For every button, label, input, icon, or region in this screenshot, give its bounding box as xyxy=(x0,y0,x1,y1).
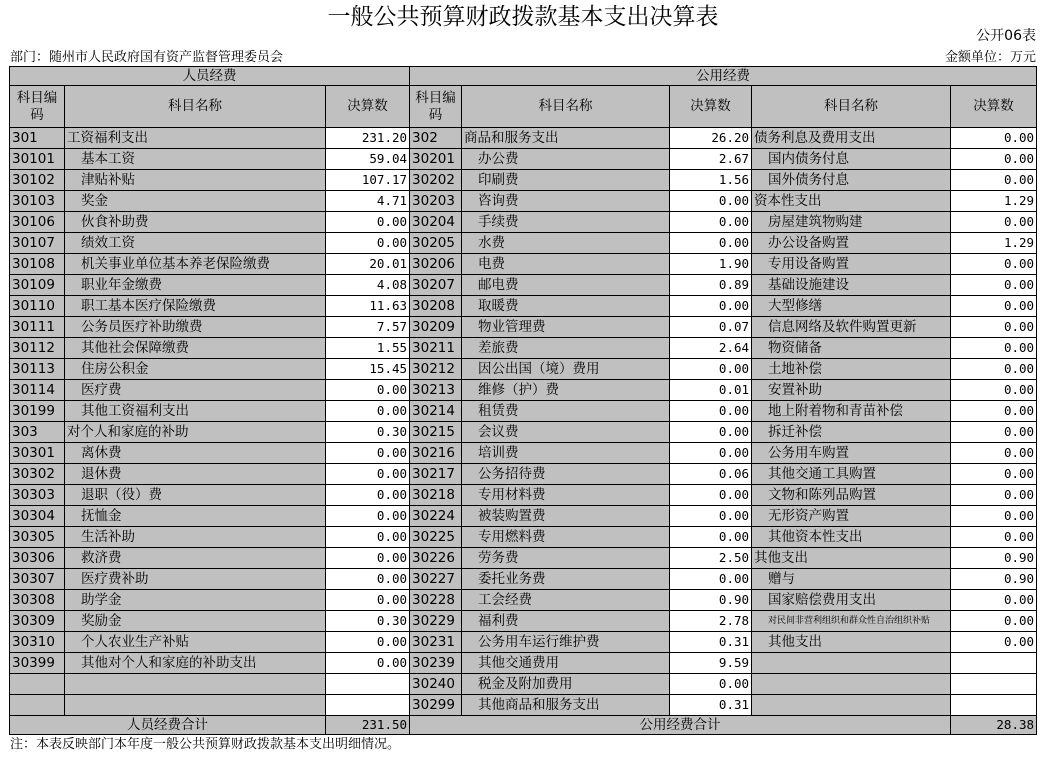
personnel-code-cell: 30102 xyxy=(10,170,65,191)
personnel-code-cell: 30302 xyxy=(10,464,65,485)
public-amount-cell: 0.00 xyxy=(670,506,752,527)
personnel-code-cell: 30107 xyxy=(10,233,65,254)
public-amount-cell: 1.90 xyxy=(670,254,752,275)
group-header-row xyxy=(10,67,1037,86)
personnel-code-cell xyxy=(10,695,65,716)
public-amount-cell: 0.90 xyxy=(670,590,752,611)
capital-name-cell: 债务利息及费用支出 xyxy=(752,128,951,149)
table-row xyxy=(10,548,1037,569)
capital-name-cell: 地上附着物和青苗补偿 xyxy=(752,401,951,422)
public-code-cell: 30203 xyxy=(410,191,462,212)
personnel-amount-cell: 0.00 xyxy=(326,443,410,464)
page-title: 一般公共预算财政拨款基本支出决算表 xyxy=(327,4,719,30)
public-code-cell: 30229 xyxy=(410,611,462,632)
capital-name-cell: 土地补偿 xyxy=(752,359,951,380)
personnel-amount-cell: 231.20 xyxy=(326,128,410,149)
public-amount-cell: 0.31 xyxy=(670,695,752,716)
public-name-cell: 培训费 xyxy=(462,443,670,464)
personnel-amount-cell: 0.00 xyxy=(326,653,410,674)
table-row xyxy=(10,275,1037,296)
personnel-code-cell: 30301 xyxy=(10,443,65,464)
public-name-cell: 维修（护）费 xyxy=(462,380,670,401)
personnel-name-cell: 助学金 xyxy=(65,590,326,611)
table-row xyxy=(10,443,1037,464)
personnel-name-cell: 个人农业生产补贴 xyxy=(65,632,326,653)
personnel-amount-cell: 0.00 xyxy=(326,632,410,653)
personnel-name-cell: 工资福利支出 xyxy=(65,128,326,149)
public-code-cell: 30227 xyxy=(410,569,462,590)
personnel-name-cell: 伙食补助费 xyxy=(65,212,326,233)
column-header-row xyxy=(10,86,1037,128)
table-row xyxy=(10,611,1037,632)
capital-name-cell: 文物和陈列品购置 xyxy=(752,485,951,506)
personnel-amount-cell: 0.00 xyxy=(326,548,410,569)
personnel-code-cell: 30111 xyxy=(10,317,65,338)
public-code-cell: 30214 xyxy=(410,401,462,422)
col-header-amount: 决算数 xyxy=(951,86,1037,128)
public-code-cell: 30205 xyxy=(410,233,462,254)
table-row xyxy=(10,296,1037,317)
capital-amount-cell: 0.00 xyxy=(951,527,1037,548)
capital-amount-cell xyxy=(951,674,1037,695)
personnel-amount-cell: 0.00 xyxy=(326,212,410,233)
public-amount-cell: 0.00 xyxy=(670,233,752,254)
personnel-code-cell: 30310 xyxy=(10,632,65,653)
table-row xyxy=(10,317,1037,338)
public-amount-cell: 0.00 xyxy=(670,569,752,590)
personnel-code-cell: 30303 xyxy=(10,485,65,506)
capital-name-cell: 信息网络及软件购置更新 xyxy=(752,317,951,338)
personnel-code-cell: 30110 xyxy=(10,296,65,317)
personnel-amount-cell xyxy=(326,695,410,716)
personnel-code-cell: 30305 xyxy=(10,527,65,548)
capital-name-cell xyxy=(752,674,951,695)
public-code-cell: 30208 xyxy=(410,296,462,317)
table-row xyxy=(10,170,1037,191)
capital-name-cell: 拆迁补偿 xyxy=(752,422,951,443)
public-name-cell: 税金及附加费用 xyxy=(462,674,670,695)
personnel-name-cell: 公务员医疗补助缴费 xyxy=(65,317,326,338)
public-code-cell: 30201 xyxy=(410,149,462,170)
public-name-cell: 其他交通费用 xyxy=(462,653,670,674)
public-amount-cell: 0.00 xyxy=(670,401,752,422)
capital-name-cell: 国外债务付息 xyxy=(752,170,951,191)
personnel-total-value: 231.50 xyxy=(326,716,410,735)
table-row xyxy=(10,464,1037,485)
personnel-name-cell: 退职（役）费 xyxy=(65,485,326,506)
capital-amount-cell: 0.00 xyxy=(951,275,1037,296)
public-name-cell: 其他商品和服务支出 xyxy=(462,695,670,716)
public-amount-cell: 0.00 xyxy=(670,359,752,380)
table-row xyxy=(10,401,1037,422)
personnel-total-label: 人员经费合计 xyxy=(10,716,326,735)
capital-name-cell xyxy=(752,653,951,674)
capital-name-cell: 赠与 xyxy=(752,569,951,590)
personnel-code-cell: 30199 xyxy=(10,401,65,422)
public-amount-cell: 0.00 xyxy=(670,191,752,212)
personnel-amount-cell: 0.00 xyxy=(326,506,410,527)
public-name-cell: 劳务费 xyxy=(462,548,670,569)
personnel-name-cell: 生活补助 xyxy=(65,527,326,548)
capital-amount-cell: 0.00 xyxy=(951,485,1037,506)
public-code-cell: 30240 xyxy=(410,674,462,695)
capital-name-cell: 安置补助 xyxy=(752,380,951,401)
public-name-cell: 租赁费 xyxy=(462,401,670,422)
capital-amount-cell: 0.00 xyxy=(951,443,1037,464)
col-header-name: 科目名称 xyxy=(752,86,951,128)
table-row xyxy=(10,506,1037,527)
public-code-cell: 30206 xyxy=(410,254,462,275)
capital-amount-cell: 0.00 xyxy=(951,632,1037,653)
group-header-public: 公用经费 xyxy=(410,67,1037,86)
public-total-value: 28.38 xyxy=(951,716,1037,735)
capital-name-cell: 房屋建筑物购建 xyxy=(752,212,951,233)
personnel-name-cell xyxy=(65,695,326,716)
personnel-amount-cell: 20.01 xyxy=(326,254,410,275)
public-code-cell: 302 xyxy=(410,128,462,149)
capital-name-cell: 其他支出 xyxy=(752,548,951,569)
capital-amount-cell: 0.00 xyxy=(951,170,1037,191)
capital-name-cell: 其他支出 xyxy=(752,632,951,653)
public-name-cell: 公务用车运行维护费 xyxy=(462,632,670,653)
col-header-amount: 决算数 xyxy=(670,86,752,128)
personnel-name-cell: 离休费 xyxy=(65,443,326,464)
personnel-amount-cell: 0.00 xyxy=(326,401,410,422)
public-amount-cell: 0.01 xyxy=(670,380,752,401)
col-header-name: 科目名称 xyxy=(462,86,670,128)
public-amount-cell: 0.07 xyxy=(670,317,752,338)
public-code-cell: 30231 xyxy=(410,632,462,653)
personnel-amount-cell: 0.00 xyxy=(326,233,410,254)
capital-amount-cell xyxy=(951,653,1037,674)
capital-amount-cell: 0.90 xyxy=(951,548,1037,569)
public-name-cell: 公务招待费 xyxy=(462,464,670,485)
personnel-name-cell: 其他社会保障缴费 xyxy=(65,338,326,359)
capital-name-cell xyxy=(752,695,951,716)
personnel-code-cell: 30306 xyxy=(10,548,65,569)
personnel-name-cell: 住房公积金 xyxy=(65,359,326,380)
public-code-cell: 30202 xyxy=(410,170,462,191)
public-amount-cell: 2.78 xyxy=(670,611,752,632)
table-row xyxy=(10,485,1037,506)
public-amount-cell: 0.06 xyxy=(670,464,752,485)
capital-name-cell: 国内债务付息 xyxy=(752,149,951,170)
public-code-cell: 30224 xyxy=(410,506,462,527)
personnel-code-cell: 30308 xyxy=(10,590,65,611)
personnel-code-cell: 30307 xyxy=(10,569,65,590)
personnel-code-cell: 30309 xyxy=(10,611,65,632)
personnel-amount-cell: 4.08 xyxy=(326,275,410,296)
capital-name-cell: 对民间非营利组织和群众性自治组织补贴 xyxy=(752,611,951,632)
public-name-cell: 差旅费 xyxy=(462,338,670,359)
capital-name-cell: 公务用车购置 xyxy=(752,443,951,464)
personnel-amount-cell: 0.30 xyxy=(326,611,410,632)
public-name-cell: 邮电费 xyxy=(462,275,670,296)
personnel-amount-cell xyxy=(326,674,410,695)
public-amount-cell: 2.67 xyxy=(670,149,752,170)
public-amount-cell: 26.20 xyxy=(670,128,752,149)
capital-amount-cell: 0.00 xyxy=(951,506,1037,527)
public-name-cell: 会议费 xyxy=(462,422,670,443)
capital-amount-cell xyxy=(951,695,1037,716)
capital-amount-cell: 0.00 xyxy=(951,590,1037,611)
public-amount-cell: 0.00 xyxy=(670,527,752,548)
personnel-name-cell xyxy=(65,674,326,695)
personnel-amount-cell: 0.00 xyxy=(326,380,410,401)
table-row xyxy=(10,695,1037,716)
personnel-amount-cell: 1.55 xyxy=(326,338,410,359)
public-name-cell: 工会经费 xyxy=(462,590,670,611)
public-name-cell: 福利费 xyxy=(462,611,670,632)
table-row xyxy=(10,653,1037,674)
capital-name-cell: 基础设施建设 xyxy=(752,275,951,296)
personnel-code-cell: 30101 xyxy=(10,149,65,170)
personnel-name-cell: 奖励金 xyxy=(65,611,326,632)
table-row xyxy=(10,128,1037,149)
table-row xyxy=(10,527,1037,548)
table-row xyxy=(10,191,1037,212)
public-code-cell: 30215 xyxy=(410,422,462,443)
public-amount-cell: 0.00 xyxy=(670,443,752,464)
public-amount-cell: 1.56 xyxy=(670,170,752,191)
capital-amount-cell: 1.29 xyxy=(951,191,1037,212)
public-name-cell: 物业管理费 xyxy=(462,317,670,338)
public-code-cell: 30212 xyxy=(410,359,462,380)
personnel-code-cell: 30109 xyxy=(10,275,65,296)
capital-amount-cell: 0.00 xyxy=(951,128,1037,149)
public-name-cell: 取暖费 xyxy=(462,296,670,317)
personnel-name-cell: 基本工资 xyxy=(65,149,326,170)
capital-amount-cell: 0.00 xyxy=(951,611,1037,632)
public-amount-cell: 9.59 xyxy=(670,653,752,674)
capital-amount-cell: 0.00 xyxy=(951,149,1037,170)
capital-amount-cell: 0.00 xyxy=(951,464,1037,485)
col-header-code: 科目编码 xyxy=(10,86,65,128)
public-amount-cell: 0.00 xyxy=(670,422,752,443)
personnel-code-cell: 30108 xyxy=(10,254,65,275)
personnel-amount-cell: 59.04 xyxy=(326,149,410,170)
personnel-code-cell: 30106 xyxy=(10,212,65,233)
personnel-name-cell: 其他工资福利支出 xyxy=(65,401,326,422)
public-name-cell: 印刷费 xyxy=(462,170,670,191)
form-number: 公开06表 xyxy=(976,28,1036,44)
public-name-cell: 电费 xyxy=(462,254,670,275)
table-row xyxy=(10,338,1037,359)
personnel-amount-cell: 4.71 xyxy=(326,191,410,212)
public-code-cell: 30218 xyxy=(410,485,462,506)
footnote: 注：本表反映部门本年度一般公共预算财政拨款基本支出明细情况。 xyxy=(10,737,401,752)
public-code-cell: 30299 xyxy=(410,695,462,716)
table-row xyxy=(10,212,1037,233)
table-row xyxy=(10,422,1037,443)
table-row xyxy=(10,674,1037,695)
capital-amount-cell: 0.00 xyxy=(951,422,1037,443)
public-code-cell: 30209 xyxy=(410,317,462,338)
personnel-name-cell: 奖金 xyxy=(65,191,326,212)
personnel-code-cell: 303 xyxy=(10,422,65,443)
group-header-personnel: 人员经费 xyxy=(10,67,410,86)
personnel-name-cell: 对个人和家庭的补助 xyxy=(65,422,326,443)
personnel-amount-cell: 15.45 xyxy=(326,359,410,380)
personnel-name-cell: 医疗费 xyxy=(65,380,326,401)
personnel-name-cell: 机关事业单位基本养老保险缴费 xyxy=(65,254,326,275)
personnel-name-cell: 其他对个人和家庭的补助支出 xyxy=(65,653,326,674)
public-code-cell: 30217 xyxy=(410,464,462,485)
public-amount-cell: 0.00 xyxy=(670,296,752,317)
public-name-cell: 专用燃料费 xyxy=(462,527,670,548)
public-name-cell: 因公出国（境）费用 xyxy=(462,359,670,380)
public-name-cell: 手续费 xyxy=(462,212,670,233)
table-row xyxy=(10,359,1037,380)
col-header-amount: 决算数 xyxy=(326,86,410,128)
table-row xyxy=(10,149,1037,170)
capital-amount-cell: 0.00 xyxy=(951,212,1037,233)
capital-amount-cell: 0.00 xyxy=(951,317,1037,338)
capital-name-cell: 无形资产购置 xyxy=(752,506,951,527)
public-code-cell: 30213 xyxy=(410,380,462,401)
personnel-name-cell: 抚恤金 xyxy=(65,506,326,527)
amount-unit-label: 金额单位：万元 xyxy=(944,50,1036,65)
personnel-name-cell: 职工基本医疗保险缴费 xyxy=(65,296,326,317)
personnel-amount-cell: 0.30 xyxy=(326,422,410,443)
personnel-amount-cell: 0.00 xyxy=(326,569,410,590)
public-amount-cell: 2.64 xyxy=(670,338,752,359)
public-code-cell: 30239 xyxy=(410,653,462,674)
personnel-code-cell: 30399 xyxy=(10,653,65,674)
public-amount-cell: 0.00 xyxy=(670,212,752,233)
personnel-amount-cell: 0.00 xyxy=(326,590,410,611)
table-row xyxy=(10,254,1037,275)
capital-name-cell: 物资储备 xyxy=(752,338,951,359)
capital-amount-cell: 1.29 xyxy=(951,233,1037,254)
capital-name-cell: 专用设备购置 xyxy=(752,254,951,275)
capital-name-cell: 其他交通工具购置 xyxy=(752,464,951,485)
table-row xyxy=(10,632,1037,653)
personnel-code-cell xyxy=(10,674,65,695)
personnel-amount-cell: 7.57 xyxy=(326,317,410,338)
capital-amount-cell: 0.00 xyxy=(951,254,1037,275)
personnel-name-cell: 救济费 xyxy=(65,548,326,569)
public-name-cell: 专用材料费 xyxy=(462,485,670,506)
capital-amount-cell: 0.00 xyxy=(951,296,1037,317)
capital-amount-cell: 0.00 xyxy=(951,359,1037,380)
capital-name-cell: 其他资本性支出 xyxy=(752,527,951,548)
personnel-name-cell: 职业年金缴费 xyxy=(65,275,326,296)
personnel-name-cell: 绩效工资 xyxy=(65,233,326,254)
capital-name-cell: 资本性支出 xyxy=(752,191,951,212)
personnel-code-cell: 30304 xyxy=(10,506,65,527)
col-header-code: 科目编码 xyxy=(410,86,462,128)
public-name-cell: 咨询费 xyxy=(462,191,670,212)
table-row xyxy=(10,380,1037,401)
capital-amount-cell: 0.00 xyxy=(951,380,1037,401)
personnel-code-cell: 30103 xyxy=(10,191,65,212)
col-header-name: 科目名称 xyxy=(65,86,326,128)
capital-name-cell: 国家赔偿费用支出 xyxy=(752,590,951,611)
capital-amount-cell: 0.00 xyxy=(951,338,1037,359)
personnel-code-cell: 30113 xyxy=(10,359,65,380)
totals-row xyxy=(10,716,1037,735)
public-amount-cell: 0.89 xyxy=(670,275,752,296)
public-name-cell: 水费 xyxy=(462,233,670,254)
public-name-cell: 委托业务费 xyxy=(462,569,670,590)
public-code-cell: 30226 xyxy=(410,548,462,569)
table-row xyxy=(10,590,1037,611)
public-amount-cell: 2.50 xyxy=(670,548,752,569)
personnel-name-cell: 医疗费补助 xyxy=(65,569,326,590)
public-amount-cell: 0.00 xyxy=(670,674,752,695)
department-label: 部门：随州市人民政府国有资产监督管理委员会 xyxy=(10,50,284,65)
personnel-amount-cell: 0.00 xyxy=(326,464,410,485)
table-row xyxy=(10,233,1037,254)
personnel-code-cell: 301 xyxy=(10,128,65,149)
capital-name-cell: 办公设备购置 xyxy=(752,233,951,254)
public-amount-cell: 0.00 xyxy=(670,485,752,506)
public-name-cell: 商品和服务支出 xyxy=(462,128,670,149)
capital-name-cell: 大型修缮 xyxy=(752,296,951,317)
table-row xyxy=(10,569,1037,590)
public-amount-cell: 0.31 xyxy=(670,632,752,653)
personnel-name-cell: 津贴补贴 xyxy=(65,170,326,191)
public-code-cell: 30204 xyxy=(410,212,462,233)
public-total-label: 公用经费合计 xyxy=(410,716,951,735)
public-code-cell: 30211 xyxy=(410,338,462,359)
expenditure-table xyxy=(9,66,1037,735)
public-code-cell: 30225 xyxy=(410,527,462,548)
personnel-name-cell: 退休费 xyxy=(65,464,326,485)
public-name-cell: 被装购置费 xyxy=(462,506,670,527)
personnel-code-cell: 30114 xyxy=(10,380,65,401)
capital-amount-cell: 0.90 xyxy=(951,569,1037,590)
public-code-cell: 30228 xyxy=(410,590,462,611)
personnel-amount-cell: 0.00 xyxy=(326,485,410,506)
public-code-cell: 30207 xyxy=(410,275,462,296)
public-name-cell: 办公费 xyxy=(462,149,670,170)
capital-amount-cell: 0.00 xyxy=(951,401,1037,422)
personnel-amount-cell: 107.17 xyxy=(326,170,410,191)
public-code-cell: 30216 xyxy=(410,443,462,464)
personnel-amount-cell: 11.63 xyxy=(326,296,410,317)
personnel-code-cell: 30112 xyxy=(10,338,65,359)
personnel-amount-cell: 0.00 xyxy=(326,527,410,548)
